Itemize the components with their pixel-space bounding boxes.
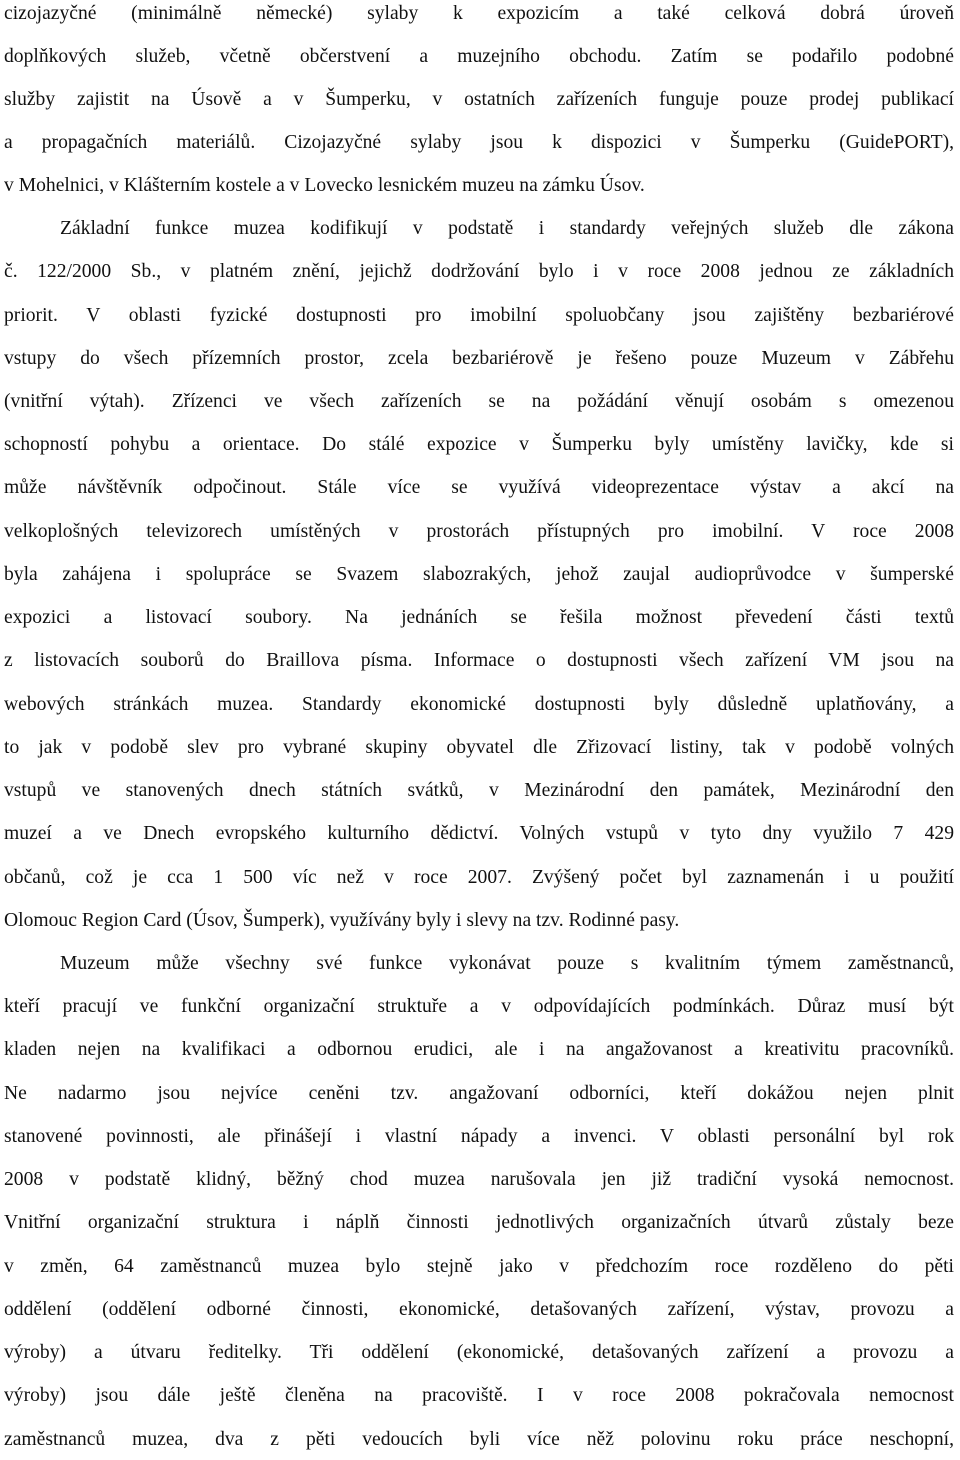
text-line: v Mohelnici, v Klášterním kostele a v Lovecko lesnickém muzeu na zámku Úsov. bbox=[4, 175, 645, 196]
text-line: může návštěvník odpočinout. Stále více se využívá videoprezentace výstav a akcí na bbox=[4, 477, 954, 498]
text-line: 2008 v podstatě klidný, běžný chod muzea narušovala jen již tradiční vysoká nemocnost. bbox=[4, 1169, 954, 1190]
text-line: velkoplošných televizorech umístěných v prostorách přístupných pro imobilní. V roce 2008 bbox=[4, 521, 954, 542]
text-line: služby zajistit na Úsově a v Šumperku, v ostatních zařízeních funguje pouze prodej publikací bbox=[4, 89, 954, 110]
text-line: oddělení (oddělení odborné činnosti, ekonomické, detašovaných zařízení, výstav, provozu a bbox=[4, 1299, 954, 1320]
text-line: to jak v podobě slev pro vybrané skupiny obyvatel dle Zřizovací listiny, tak v podobě volných bbox=[4, 737, 954, 758]
text-line: Vnitřní organizační struktura i náplň činnosti jednotlivých organizačních útvarů zůstaly beze bbox=[4, 1212, 954, 1233]
text-line: zaměstnanců muzea, dva z pěti vedoucích byli více něž polovinu roku práce neschopní, bbox=[4, 1429, 954, 1450]
text-line: kladen nejen na kvalifikaci a odbornou erudici, ale i na angažovanost a kreativitu pracovníků. bbox=[4, 1039, 954, 1060]
text-line: v změn, 64 zaměstnanců muzea bylo stejně jako v předchozím roce rozděleno do pěti bbox=[4, 1256, 954, 1277]
paragraph-first-line: Muzeum může všechny své funkce vykonávat pouze s kvalitním týmem zaměstnanců, bbox=[60, 953, 954, 974]
text-line: a propagačních materiálů. Cizojazyčné sylaby jsou k dispozici v Šumperku (GuidePORT), bbox=[4, 132, 954, 153]
paragraph-first-line: Základní funkce muzea kodifikují v podstatě i standardy veřejných služeb dle zákona bbox=[60, 218, 954, 239]
text-line: cizojazyčné (minimálně německé) sylaby k expozicím a také celková dobrá úroveň bbox=[4, 3, 954, 24]
text-line: byla zahájena i spolupráce se Svazem slabozrakých, jehož zaujal audioprůvodce v šumperské bbox=[4, 564, 954, 585]
text-line: doplňkových služeb, včetně občerstvení a muzejního obchodu. Zatím se podařilo podobné bbox=[4, 46, 954, 67]
text-line: Ne nadarmo jsou nejvíce ceněni tzv. angažovaní odborníci, kteří dokážou nejen plnit bbox=[4, 1083, 954, 1104]
text-line: z listovacích souborů do Braillova písma. Informace o dostupnosti všech zařízení VM jsou na bbox=[4, 650, 954, 671]
text-line: výroby) a útvaru ředitelky. Tři oddělení (ekonomické, detašovaných zařízení a provozu a bbox=[4, 1342, 954, 1363]
text-line: výroby) jsou dále ještě členěna na pracoviště. I v roce 2008 pokračovala nemocnost bbox=[4, 1385, 954, 1406]
text-line: stanovené povinnosti, ale přinášejí i vlastní nápady a invenci. V oblasti personální byl rok bbox=[4, 1126, 954, 1147]
text-line: schopností pohybu a orientace. Do stálé expozice v Šumperku byly umístěny lavičky, kde si bbox=[4, 434, 954, 455]
text-line: vstupy do všech přízemních prostor, zcela bezbariérově je řešeno pouze Muzeum v Zábřehu bbox=[4, 348, 954, 369]
text-line: webových stránkách muzea. Standardy ekonomické dostupnosti byly důsledně uplatňovány, a bbox=[4, 694, 954, 715]
text-line: kteří pracují ve funkční organizační struktuře a v odpovídajících podmínkách. Důraz musí být bbox=[4, 996, 954, 1017]
text-line: občanů, což je cca 1 500 víc než v roce 2007. Zvýšený počet byl zaznamenán i u použití bbox=[4, 867, 954, 888]
text-line: vstupů ve stanovených dnech státních svátků, v Mezinárodní den památek, Mezinárodní den bbox=[4, 780, 954, 801]
text-line: č. 122/2000 Sb., v platném znění, jejichž dodržování bylo i v roce 2008 jednou ze základních bbox=[4, 261, 954, 282]
text-line: muzeí a ve Dnech evropského kulturního dědictví. Volných vstupů v tyto dny využilo 7 429 bbox=[4, 823, 954, 844]
text-line: Olomouc Region Card (Úsov, Šumperk), využívány byly i slevy na tzv. Rodinné pasy. bbox=[4, 910, 680, 931]
text-line: expozici a listovací soubory. Na jednáních se řešila možnost převedení části textů bbox=[4, 607, 954, 628]
text-line: (vnitřní výtah). Zřízenci ve všech zařízeních se na požádání věnují osobám s omezenou bbox=[4, 391, 954, 412]
text-line: priorit. V oblasti fyzické dostupnosti pro imobilní spoluobčany jsou zajištěny bezbariérové bbox=[4, 305, 954, 326]
